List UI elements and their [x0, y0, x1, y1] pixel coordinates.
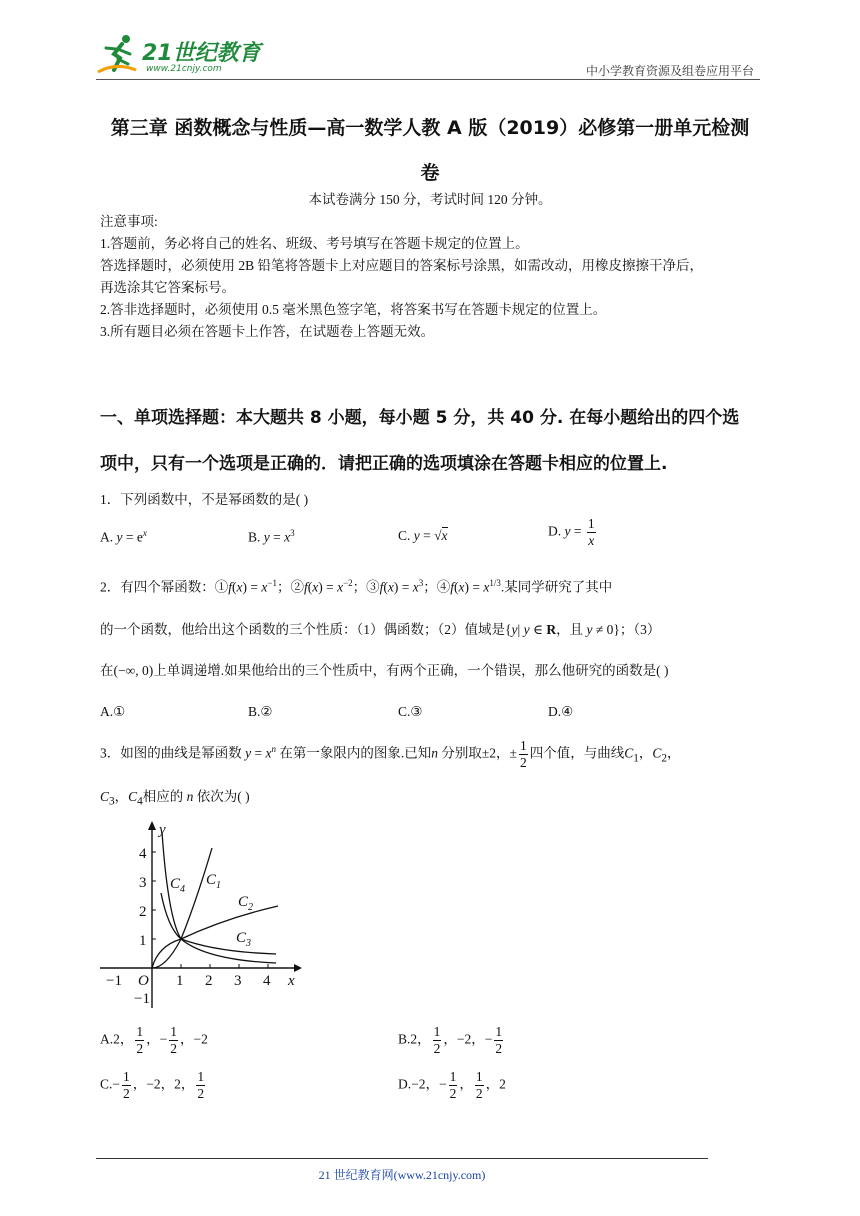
page-title: 第三章 函数概念与性质—高一数学人教 A 版（2019）必修第一册单元检测 [110, 117, 750, 139]
y-tick: 1 [139, 933, 147, 949]
q1-option-c: C. y = √x [398, 528, 448, 543]
origin-label: O [138, 973, 149, 989]
q3-option-c: C.− $\frac{1}{2}$ ，−2，2， $\frac{1}{2}$ [100, 1069, 205, 1101]
power-function-graph [96, 818, 306, 1018]
y-axis-label: y [159, 822, 166, 838]
notes-block [100, 211, 770, 343]
q2-option-a: A.① [100, 704, 126, 719]
x-tick: −1 [106, 973, 122, 989]
curve-c2 [152, 906, 278, 968]
y-tick: 2 [139, 904, 147, 920]
x-axis-arrow-icon [294, 964, 302, 972]
x-tick: 1 [176, 973, 184, 989]
q1-option-d: D. y = $\frac{1}{x}$ [548, 516, 595, 548]
x-tick: 3 [234, 973, 242, 989]
x-tick: 4 [263, 973, 271, 989]
curve-label-c4: $C_4$ [170, 876, 186, 895]
header-platform-text: 中小学教育资源及组卷应用平台 [585, 64, 754, 78]
q3-option-d: D.−2，− $\frac{1}{2}$ ， $\frac{1}{2}$ ，2 [398, 1069, 506, 1101]
question-2-line-3: 在(−∞, 0)上单调递增.如果他给出的三个性质中，有两个正确，一个错误，那么他研究的函数是( ) [100, 663, 669, 678]
page-title-cont: 卷 [420, 162, 440, 184]
note-1c: 再选涂其它答案标号。 [100, 280, 235, 295]
y-tick: 4 [139, 846, 147, 862]
q2-option-d: D.④ [548, 704, 574, 719]
x-tick: 2 [205, 973, 213, 989]
section-heading-cont: 项中，只有一个选项是正确的．请把正确的选项填涂在答题卡相应的位置上. [100, 454, 668, 474]
q3-option-b: B.2， $\frac{1}{2}$ ，−2，− $\frac{1}{2}$ [398, 1024, 503, 1056]
q3-option-a: A.2， $\frac{1}{2}$ ，− $\frac{1}{2}$ ，−2 [100, 1024, 208, 1056]
curve-label-c3: $C_3$ [236, 930, 252, 949]
exam-subtitle: 本试卷满分 150 分，考试时间 120 分钟。 [308, 192, 552, 207]
note-3: 3.所有题目必须在答题卡上作答，在试题卷上答题无效。 [100, 324, 435, 339]
note-1b: 答选择题时，必须使用 2B 铅笔将答题卡上对应题目的答案标号涂黑，如需改动，用橡皮擦擦干净后， [100, 258, 704, 273]
q2-option-c: C.③ [398, 704, 423, 719]
x-axis-label: x [288, 973, 295, 989]
question-2-line-1: 2．有四个幂函数：①f(x) = $x^{-1}$；②f(x) = $x^{-2}$；③f(x) = $x^3$；④f(x) = $x^{1/3}$.某同学研究了其中 [100, 578, 613, 595]
curve-label-c1: $C_1$ [206, 872, 222, 891]
curve-label-c2: $C_2$ [238, 894, 254, 913]
logo-url: www.21cnjy.com [146, 64, 222, 74]
q1-option-b: B. $y = x^3$ [248, 528, 295, 545]
note-1: 1.答题前，务必将自己的姓名、班级、考号填写在答题卡规定的位置上。 [100, 236, 529, 251]
question-3-line-2: $C_3$，$C_4$相应的 n 依次为( ) [100, 789, 250, 808]
header-rule [96, 79, 760, 80]
question-2-line-2: 的一个函数，他给出这个函数的三个性质：（1）偶函数；（2）值域是{y| y ∈ R，且 y ≠ 0}；（3） [100, 622, 661, 637]
section-heading: 一、单项选择题：本大题共 8 小题，每小题 5 分，共 40 分. 在每小题给出的四个选 [100, 408, 740, 428]
y-axis-arrow-icon [148, 821, 156, 830]
y-tick: −1 [134, 991, 150, 1007]
question-3-line-1: 3．如图的曲线是幂函数 $y = x^n$ 在第一象限内的图象.已知n 分别取±2，± $\frac{1}{2}$ 四个值，与曲线$C_1$，$C_2$， [100, 738, 681, 770]
curve-c1 [152, 848, 212, 968]
q2-option-b: B.② [248, 704, 273, 719]
footer-rule [96, 1158, 708, 1159]
q1-option-a: A. $y = e^x$ [100, 528, 147, 545]
note-2: 2.答非选择题时，必须使用 0.5 毫米黑色签字笔，将答案书写在答题卡规定的位置上。 [100, 302, 607, 317]
header-logo [96, 30, 266, 80]
logo-text: 21世纪教育 [142, 41, 261, 66]
footer-link[interactable]: 21 世纪教育网(www.21cnjy.com) [318, 1168, 486, 1182]
notes-heading: 注意事项: [100, 214, 158, 229]
question-1-stem: 1．下列函数中，不是幂函数的是( ) [100, 492, 309, 507]
runner-logo-icon [96, 32, 140, 76]
y-tick: 3 [139, 875, 147, 891]
